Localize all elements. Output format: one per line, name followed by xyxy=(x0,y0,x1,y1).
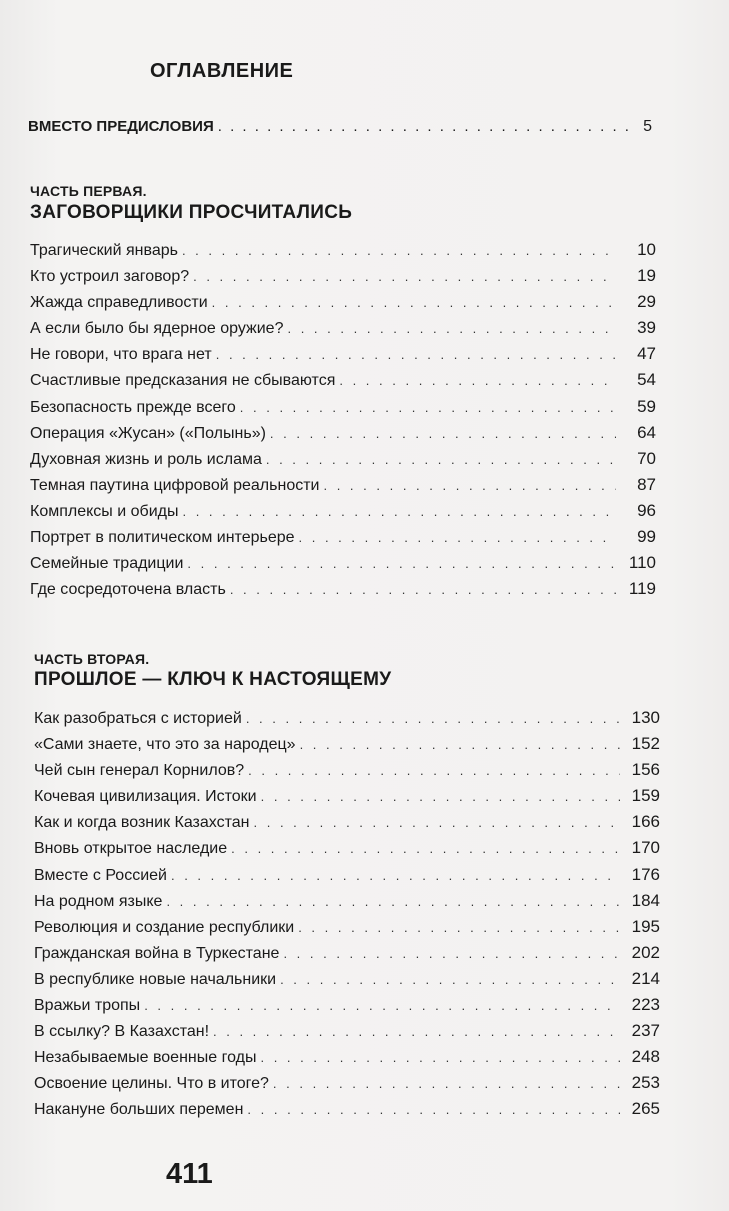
dot-leader xyxy=(248,763,620,778)
toc-entry-page-number: 39 xyxy=(637,318,656,338)
dot-leader xyxy=(166,894,620,909)
toc-entry-title: Освоение целины. Что в итоге? xyxy=(34,1075,269,1093)
toc-entry-page-number: 64 xyxy=(637,422,656,442)
dot-leader xyxy=(280,972,620,987)
toc-entry-title: Гражданская война в Туркестане xyxy=(34,944,280,962)
part-two-label: ЧАСТЬ ВТОРАЯ. xyxy=(34,651,150,667)
toc-entry-title: Безопасность прежде всего xyxy=(30,398,236,416)
toc-entry-page-number: 214 xyxy=(631,968,660,988)
dot-leader xyxy=(270,426,616,441)
toc-entry-title: Жажда справедливости xyxy=(30,294,208,312)
toc-entry-page-number: 156 xyxy=(631,760,660,780)
preface-page-number: 5 xyxy=(643,118,652,135)
toc-entry-page-number: 223 xyxy=(631,995,660,1015)
toc-entry-title: Вражьи тропы xyxy=(34,997,141,1015)
toc-entry-title: Революция и создание республики xyxy=(34,918,295,936)
toc-entry-page-number: 195 xyxy=(631,916,660,936)
dot-leader xyxy=(254,815,621,830)
toc-entry-title: Вместе с Россией xyxy=(34,866,167,884)
toc-entry-title: Семейные традиции xyxy=(30,555,184,573)
toc-entry-title: «Сами знаете, что это за народец» xyxy=(34,736,296,754)
preface-title: ВМЕСТО ПРЕДИСЛОВИЯ xyxy=(28,118,214,135)
toc-entry xyxy=(34,1099,660,1125)
toc-entry-title: На родном языке xyxy=(34,892,163,910)
toc-entry-page-number: 130 xyxy=(631,708,660,727)
toc-entry xyxy=(34,917,660,943)
toc-entry-title: А если было бы ядерное оружие? xyxy=(30,320,284,338)
dot-leader xyxy=(323,478,616,493)
toc-entry xyxy=(34,1021,660,1047)
dot-leader xyxy=(216,347,616,362)
toc-entry-page-number: 176 xyxy=(631,864,660,884)
toc-entry-page-number: 19 xyxy=(637,266,656,286)
page-number: 411 xyxy=(166,1158,213,1190)
dot-leader xyxy=(298,920,620,935)
toc-entry-page-number: 99 xyxy=(637,527,656,547)
toc-entry-title: Трагический январь xyxy=(30,242,178,259)
part-one-title: ЗАГОВОРЩИКИ ПРОСЧИТАЛИСЬ xyxy=(30,202,353,223)
toc-entry-title: Где сосредоточена власть xyxy=(30,581,226,599)
toc-entry-page-number: 253 xyxy=(631,1073,660,1093)
toc-entry-page-number: 87 xyxy=(637,474,656,494)
toc-entry-title: Не говори, что врага нет xyxy=(30,346,212,364)
toc-entry xyxy=(30,553,656,579)
dot-leader xyxy=(230,582,616,597)
toc-entry-title: Чей сын генерал Корнилов? xyxy=(34,762,245,780)
dot-leader xyxy=(182,243,616,258)
toc-entry-page-number: 248 xyxy=(631,1047,660,1067)
dot-leader xyxy=(182,504,616,519)
toc-title: ОГЛАВЛЕНИЕ xyxy=(150,60,294,82)
toc-entry xyxy=(30,423,656,449)
toc-entry xyxy=(34,760,660,786)
dot-leader xyxy=(193,269,616,284)
toc-entry-title: В ссылку? В Казахстан! xyxy=(34,1023,210,1041)
toc-entry-page-number: 96 xyxy=(637,500,656,520)
toc-entry-title: В республике новые начальники xyxy=(34,970,277,988)
toc-entry xyxy=(30,240,656,266)
toc-entry-title: Вновь открытое наследие xyxy=(34,840,228,858)
toc-entry xyxy=(30,397,656,423)
part-one-entry-list xyxy=(30,240,656,605)
dot-leader xyxy=(240,400,616,415)
toc-entry-title: Комплексы и обиды xyxy=(30,502,179,520)
toc-entry xyxy=(30,527,656,553)
dot-leader xyxy=(218,118,628,135)
toc-entry xyxy=(30,449,656,475)
dot-leader xyxy=(171,868,620,883)
dot-leader xyxy=(300,737,620,752)
part-two-title: ПРОШЛОЕ — КЛЮЧ К НАСТОЯЩЕМУ xyxy=(34,669,392,690)
dot-leader xyxy=(339,373,616,388)
toc-entry xyxy=(30,475,656,501)
dot-leader xyxy=(187,556,616,571)
toc-entry-page-number: 184 xyxy=(631,890,660,910)
toc-entry-title: Операция «Жусан» («Полынь») xyxy=(30,424,266,442)
toc-entry-page-number: 166 xyxy=(631,812,660,832)
dot-leader xyxy=(266,452,616,467)
dot-leader xyxy=(273,1076,620,1091)
toc-entry-page-number: 202 xyxy=(631,942,660,962)
toc-entry-title: Как и когда возник Казахстан xyxy=(34,814,250,832)
toc-entry-title: Накануне больших перемен xyxy=(34,1101,244,1119)
toc-entry xyxy=(34,969,660,995)
toc-entry-title: Темная паутина цифровой реальности xyxy=(30,476,320,494)
toc-entry-page-number: 70 xyxy=(637,448,656,468)
toc-entry xyxy=(30,370,656,396)
toc-entry xyxy=(34,1073,660,1099)
toc-entry-page-number: 170 xyxy=(631,838,660,858)
toc-entry-title: Счастливые предсказания не сбываются xyxy=(30,372,336,390)
toc-entry-page-number: 152 xyxy=(631,734,660,754)
toc-entry xyxy=(30,501,656,527)
toc-entry xyxy=(34,812,660,838)
toc-entry xyxy=(30,266,656,292)
dot-leader xyxy=(231,841,620,856)
part-two-entry-list xyxy=(34,708,660,1126)
dot-leader xyxy=(144,998,620,1013)
toc-entry-page-number: 119 xyxy=(628,579,656,599)
toc-entry-page-number: 265 xyxy=(631,1099,660,1119)
toc-entry xyxy=(30,292,656,318)
toc-entry-title: Кто устроил заговор? xyxy=(30,268,190,286)
dot-leader xyxy=(299,530,616,545)
toc-entry-page-number: 47 xyxy=(637,344,656,364)
dot-leader xyxy=(212,295,616,310)
dot-leader xyxy=(246,711,620,726)
toc-entry xyxy=(34,891,660,917)
toc-entry xyxy=(34,1047,660,1073)
toc-entry xyxy=(34,786,660,812)
toc-entry-title: Как разобраться с историей xyxy=(34,710,242,727)
toc-entry xyxy=(34,708,660,734)
toc-entry xyxy=(34,943,660,969)
toc-entry xyxy=(34,865,660,891)
part-one-label: ЧАСТЬ ПЕРВАЯ. xyxy=(30,183,147,199)
toc-entry-page-number: 29 xyxy=(637,292,656,312)
toc-entry-title: Незабываемые военные годы xyxy=(34,1049,257,1067)
toc-entry xyxy=(34,995,660,1021)
dot-leader xyxy=(213,1024,620,1039)
toc-entry xyxy=(34,838,660,864)
toc-entry-page-number: 59 xyxy=(637,396,656,416)
toc-entry-page-number: 110 xyxy=(628,553,656,573)
toc-entry-page-number: 237 xyxy=(631,1021,660,1041)
toc-entry-page-number: 10 xyxy=(637,240,656,259)
toc-entry xyxy=(30,344,656,370)
toc-entry xyxy=(34,734,660,760)
preface-entry xyxy=(28,118,652,136)
toc-entry-title: Кочевая цивилизация. Истоки xyxy=(34,788,257,806)
toc-entry-title: Духовная жизнь и роль ислама xyxy=(30,450,262,468)
dot-leader xyxy=(247,1102,620,1117)
toc-entry-page-number: 54 xyxy=(637,370,656,390)
toc-entry-title: Портрет в политическом интерьере xyxy=(30,529,295,547)
dot-leader xyxy=(260,1050,620,1065)
dot-leader xyxy=(287,321,616,336)
toc-entry xyxy=(30,318,656,344)
toc-entry xyxy=(30,579,656,605)
dot-leader xyxy=(261,789,620,804)
toc-entry-page-number: 159 xyxy=(631,786,660,806)
dot-leader xyxy=(283,946,620,961)
